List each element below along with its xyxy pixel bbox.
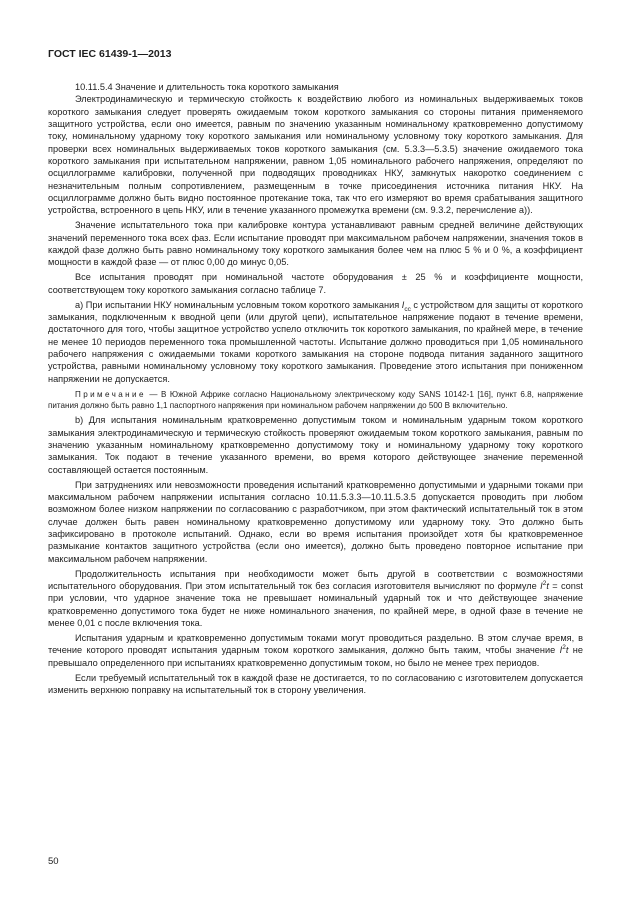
list-item-a-start: a) При испытании НКУ номинальным условным током короткого замыкания: [75, 299, 402, 310]
formula-base: I: [540, 581, 543, 592]
list-item-a-end: с устройством для защиты от короткого замыкания, подключенным к вводной цепи (или другой цепи), испытательное напряжение подают в течение времени, достаточного для того, чтобы защитное устройство успело отключить ток короткого замыкания, по крайней мере, в течение не менее 10 периодов переменного тока промышленной частоты. Испытание должно проводиться при 1,05 номинального рабочего напряжения с ожидаемыми токами короткого замыкания на стороне подвода питания заданного защитного устройства, равными номинальному условному току короткого замыкания. Проведение этого испытания при пониженном напряжении не допускается.: [48, 299, 583, 384]
paragraph: [48, 632, 583, 669]
formula-base: I: [559, 645, 563, 656]
current-subscript: cc: [404, 305, 411, 313]
page-number: 50: [48, 856, 59, 867]
paragraph: [48, 568, 583, 630]
formula-exponent: 2: [562, 644, 566, 652]
paragraph: Электродинамическую и термическую стойкость к воздействию любого из номинальных выдерживаемых токов короткого замыкания следует проверять ожидаемым током короткого замыкания со стороны питания применяемого защитного устройства, если оно имеется, равным по значению указанным номинальному кратковременно допустимому току, номинальному ударному току короткого замыкания или номинальному условному току короткого замыкания. Для проверки всех номинальных выдерживаемых токов короткого замыкания (см. 5.3.3—5.3.5) значение ожидаемого тока короткого замыкания при испытательном напряжении, равном 1,05 номинального рабочего напряжения, определяют по осциллограмме калибровки, полученной при подводящих проводниках НКУ, замкнутых накоротко соединением с незначительным полным сопротивлением, размещенным в точке присоединения источника питания НКУ. На осциллограмме должно быть видно постоянное протекание тока, так что его измеряют во время срабатывания защитного устройства, встроенного в цепь НКУ, или в течение указанного промежутка времени (см. 9.3.2, перечисление а)).: [48, 94, 583, 216]
list-item-a: [48, 299, 583, 385]
formula-tail: t: [546, 581, 549, 592]
list-item-b: b) Для испытания номинальным кратковременно допустимым током и номинальным ударным током короткого замыкания электродинамическую и термическую стойкость проверяют ожидаемым током короткого замыкания, равным по значению указанным номинальному кратковременно допустимому току и номинальному ударному току короткого замыкания. Ток подают в течение указанного времени, во время которого действующее значение переменной составляющей остается постоянным.: [48, 415, 583, 475]
paragraph: Значение испытательного тока при калибровке контура устанавливают равным средней величине действующих значений переменного тока всех фаз. Если испытание проводят при максимальном рабочем напряжении, значения токов в каждой фазе должно быть равно номинальному току короткого замыкания более чем на плюс 5 % и 0 %, а коэффициент мощности в каждой фазе — от плюс 0,00 до минус 0,05.: [48, 220, 583, 268]
paragraph-part: = const при условии, что ударное значение тока не превышает номинальный ударный ток и что действующее значение кратковременно допустимого тока будет не ниже номинального значения, по крайней мере, в одной фазе в течение не менее 0,01 с после включения тока.: [48, 581, 583, 629]
document-body: [48, 81, 583, 699]
section-heading: 10.11.5.4 Значение и длительность тока короткого замыкания: [75, 82, 339, 92]
document-header: ГОСТ IEC 61439-1—2013: [48, 48, 172, 60]
paragraph: Все испытания проводят при номинальной частоте оборудования ± 25 % и коэффициенте мощности, соответствующем току короткого замыкания согласно таблице 7.: [48, 272, 583, 295]
paragraph-part: Продолжительность испытания при необходимости может быть другой в соответствии с возможностями испытательного оборудования. При этом испытательный ток без согласия изготовителя вычисляют по формуле: [48, 568, 583, 592]
formula-tail: t: [565, 645, 569, 656]
note: [48, 389, 583, 411]
paragraph: При затруднениях или невозможности проведения испытаний кратковременно допустимыми и ударными токами при максимальном рабочем напряжении испытания согласно 10.11.5.3.3—10.11.5.3.5 допускается проводить при любом возможном более низком напряжении по согласованию с разработчиком, при этом фактический испытательный ток в этом случае должен быть равен номинальному кратковременно допустимому или ударному току. Это должно быть зафиксировано в протоколе испытаний. Однако, если во время испытания произойдет хотя бы кратковременное размыкание контактов защитного устройства (если оно имеется), должно быть проведено повторное испытание при максимальном рабочем напряжении.: [48, 479, 583, 564]
note-text: — В Южной Африке согласно Национальному электрическому коду SANS 10142-1 [16], пункт 6.8, напряжение питания должно быть равно 1,1 паспортного напряжения при номинальном рабочем напряжении до 500 В включительно.: [48, 390, 583, 411]
note-label: Примечание: [75, 390, 146, 400]
paragraph-part: не превышало определенного при испытаниях кратковременно допустимым током, но было не менее трех периодов.: [48, 645, 583, 668]
paragraph: Если требуемый испытательный ток в каждой фазе не достигается, то по согласованию с изготовителем допускается изменить верхнюю поправку на испытательный ток в сторону увеличения.: [48, 672, 583, 696]
current-symbol: I: [401, 299, 405, 310]
formula-exponent: 2: [542, 580, 547, 588]
paragraph-part: Испытания ударным и кратковременно допустимым токами могут проводиться раздельно. В этом случае время, в течение которого проводят испытания ударным током короткого замыкания, должно быть таким, чтобы значение: [48, 633, 583, 656]
